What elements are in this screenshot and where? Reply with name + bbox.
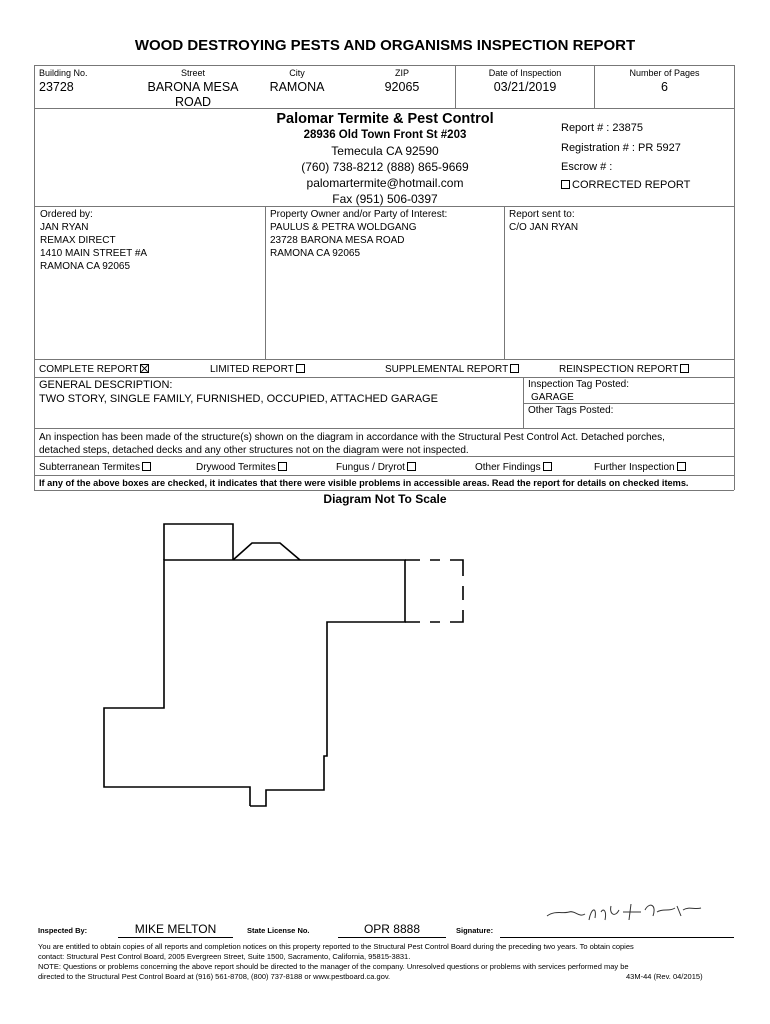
inspector-name: MIKE MELTON <box>134 922 217 936</box>
other-tags-label: Other Tags Posted: <box>528 405 614 416</box>
form-number: 43M-44 (Rev. 04/2015) <box>626 972 703 981</box>
footer-line: You are entitled to obtain copies of all reports and completion notices on this property reported to the Structural Pest Control Board during the preceding two years. To obtain copies <box>38 942 634 951</box>
zip: 92065 <box>384 80 420 94</box>
inspection-date: 03/21/2019 <box>493 80 557 94</box>
registration-number: Registration # : PR 5927 <box>561 142 681 154</box>
inspected-by-label: Inspected By: <box>38 926 88 935</box>
report-number: Report # : 23875 <box>561 122 643 134</box>
escrow-number: Escrow # : <box>561 161 613 173</box>
complete-report-label: COMPLETE REPORT <box>39 364 139 375</box>
sent-to-line: C/O JAN RYAN <box>509 222 579 233</box>
general-description-label: GENERAL DESCRIPTION: <box>39 379 173 391</box>
company-email: palomartermite@hotmail.com <box>306 176 464 190</box>
supplemental-report-label: SUPPLEMENTAL REPORT <box>385 364 509 375</box>
statement-line: detached steps, detached decks and any other structures not on the diagram were not inspected. <box>39 445 469 456</box>
ordered-by-line: JAN RYAN <box>40 222 89 233</box>
company-name: Palomar Termite & Pest Control <box>276 111 494 127</box>
street-label: Street <box>180 68 205 78</box>
subterranean-label: Subterranean Termites <box>39 462 140 473</box>
company-address: 28936 Old Town Front St #203 <box>303 129 467 141</box>
city-label: City <box>289 68 305 78</box>
limited-report-label: LIMITED REPORT <box>210 364 294 375</box>
fungus-label: Fungus / Dryrot <box>336 462 405 473</box>
footer-line: NOTE: Questions or problems concerning the above report should be directed to the manager of the company. Unresolved questions or problems with services performed may be <box>38 962 629 971</box>
other-findings-label: Other Findings <box>475 462 541 473</box>
ordered-by-line: 1410 MAIN STREET #A <box>40 248 148 259</box>
drywood-label: Drywood Termites <box>196 462 276 473</box>
building-no: 23728 <box>39 80 74 94</box>
corrected-report-label: CORRECTED REPORT <box>572 179 691 191</box>
findings-note: If any of the above boxes are checked, it indicates that there were visible problems in accessible areas. Read the report for details on checked items. <box>39 478 689 488</box>
further-inspection-label: Further Inspection <box>594 462 675 473</box>
owner-line: RAMONA CA 92065 <box>270 248 361 259</box>
street-line2: ROAD <box>174 95 212 109</box>
pages-label: Number of Pages <box>629 68 700 78</box>
reinspection-report-label: REINSPECTION REPORT <box>559 364 679 375</box>
tag-posted-label: Inspection Tag Posted: <box>528 379 629 390</box>
company-city-state: Temecula CA 92590 <box>331 144 439 158</box>
footer-line: directed to the Structural Pest Control Board at (916) 561-8708, (800) 737-8188 or www.pestboard.ca.gov. <box>38 972 391 981</box>
license-number: OPR 8888 <box>363 922 421 936</box>
statement-line: An inspection has been made of the structure(s) shown on the diagram in accordance with the Structural Pest Control Act. Detached porches, <box>39 432 665 443</box>
ordered-by-line: REMAX DIRECT <box>40 235 116 246</box>
tag-posted: GARAGE <box>531 392 574 403</box>
signature-label: Signature: <box>456 926 494 935</box>
date-label: Date of Inspection <box>488 68 562 78</box>
company-phones: (760) 738-8212 (888) 865-9669 <box>301 160 469 174</box>
general-description: TWO STORY, SINGLE FAMILY, FURNISHED, OCCUPIED, ATTACHED GARAGE <box>39 393 438 405</box>
street-line1: BARONA MESA <box>147 80 239 94</box>
pages-count: 6 <box>661 80 668 94</box>
city: RAMONA <box>269 80 325 94</box>
building-no-label: Building No. <box>39 68 88 78</box>
sent-to-label: Report sent to: <box>509 209 575 220</box>
footer-line: contact: Structural Pest Control Board, 2005 Evergreen Street, Suite 1500, Sacramento, California, 95815-3831. <box>38 952 411 961</box>
owner-label: Property Owner and/or Party of Interest: <box>270 209 448 220</box>
ordered-by-label: Ordered by: <box>40 209 93 220</box>
report-title: WOOD DESTROYING PESTS AND ORGANISMS INSPECTION REPORT <box>134 37 636 54</box>
handwritten-signature <box>545 898 705 928</box>
diagram-title: Diagram Not To Scale <box>323 492 447 506</box>
ordered-by-line: RAMONA CA 92065 <box>40 261 131 272</box>
zip-label: ZIP <box>394 68 409 78</box>
license-label: State License No. <box>247 926 310 935</box>
owner-line: PAULUS & PETRA WOLDGANG <box>270 222 417 233</box>
company-fax: Fax (951) 506-0397 <box>332 192 438 206</box>
owner-line: 23728 BARONA MESA ROAD <box>270 235 405 246</box>
